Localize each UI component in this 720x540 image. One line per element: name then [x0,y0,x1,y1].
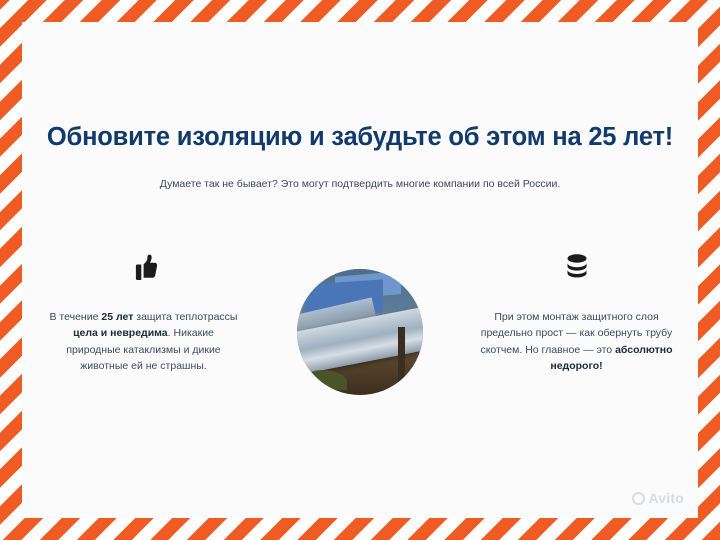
feature-column-left [26,247,261,374]
banner-inner-card [22,22,698,518]
feature-text-left [26,309,261,374]
subtitle-text: Думаете так не бывает? Это могут подтвердить многие компании по всей России. [159,178,561,190]
feature-column-right [459,247,694,374]
banner-content [22,22,698,518]
thumbs-up-icon [124,247,164,287]
feature-columns [22,247,698,407]
page-title: Обновите изоляцию и забудьте об этом на 25 лет! [46,123,674,151]
watermark-label: Avito [648,490,684,506]
feature-left-line: В течение 25 лет защита теплотрассы цела и невредима. Никакие природные катаклизмы и дикие животные ей не страшны. [49,311,238,372]
photo-post [398,327,405,385]
feature-text-right [459,309,694,374]
feature-right-line: При этом монтаж защитного слоя предельно прост — как обернуть трубу скотчем. Но главное — это абсолютно недорого! [480,311,673,372]
avito-watermark [632,490,684,506]
coins-stack-icon [557,247,597,287]
pipeline-photo [297,269,423,395]
avito-logo-icon [632,492,645,505]
